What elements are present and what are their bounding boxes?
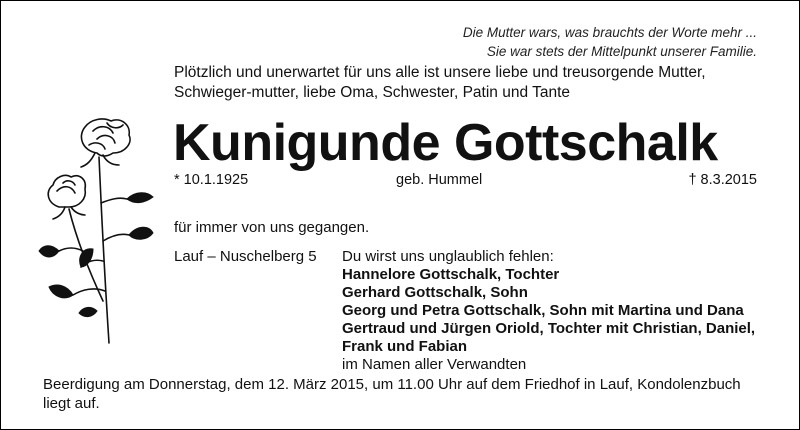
- mourner-line: Hannelore Gottschalk, Tochter: [342, 266, 560, 283]
- maiden-name: geb. Hummel: [396, 172, 483, 188]
- motto-line-2: Sie war stets der Mittelpunkt unserer Familie.: [486, 44, 757, 59]
- deceased-name: Kunigunde Gottschalk: [173, 114, 718, 172]
- birth-date: * 10.1.1925: [174, 172, 249, 188]
- motto: [463, 23, 757, 61]
- address: Lauf – Nuschelberg 5: [174, 248, 317, 265]
- mourner-line: Gerhard Gottschalk, Sohn: [342, 284, 528, 301]
- mourners-intro: Du wirst uns unglaublich fehlen:: [342, 248, 554, 265]
- life-dates: [174, 172, 757, 190]
- funeral-notice: Beerdigung am Donnerstag, dem 12. März 2015, um 11.00 Uhr auf dem Friedhof in Lauf, Kondolenzbuch liegt auf.: [43, 376, 741, 412]
- mourner-line: Gertraud und Jürgen Oriold, Tochter mit Christian, Daniel,: [342, 320, 756, 337]
- rose-illustration: [37, 111, 157, 351]
- passed-away-text: für immer von uns gegangen.: [174, 219, 370, 236]
- intro-text: Plötzlich und unerwartet für uns alle ist unsere liebe und treusorgende Mutter, Schwieger-mutter, liebe Oma, Schwester, Patin und Tante: [174, 64, 706, 101]
- motto-line-1: Die Mutter wars, was brauchts der Worte mehr ...: [462, 25, 757, 40]
- mourners-outro: im Namen aller Verwandten: [342, 356, 527, 373]
- mourners-list: [342, 248, 755, 374]
- death-date: † 8.3.2015: [688, 172, 757, 188]
- mourner-line: Georg und Petra Gottschalk, Sohn mit Martina und Dana: [342, 302, 744, 319]
- mourner-line: Frank und Fabian: [342, 338, 468, 355]
